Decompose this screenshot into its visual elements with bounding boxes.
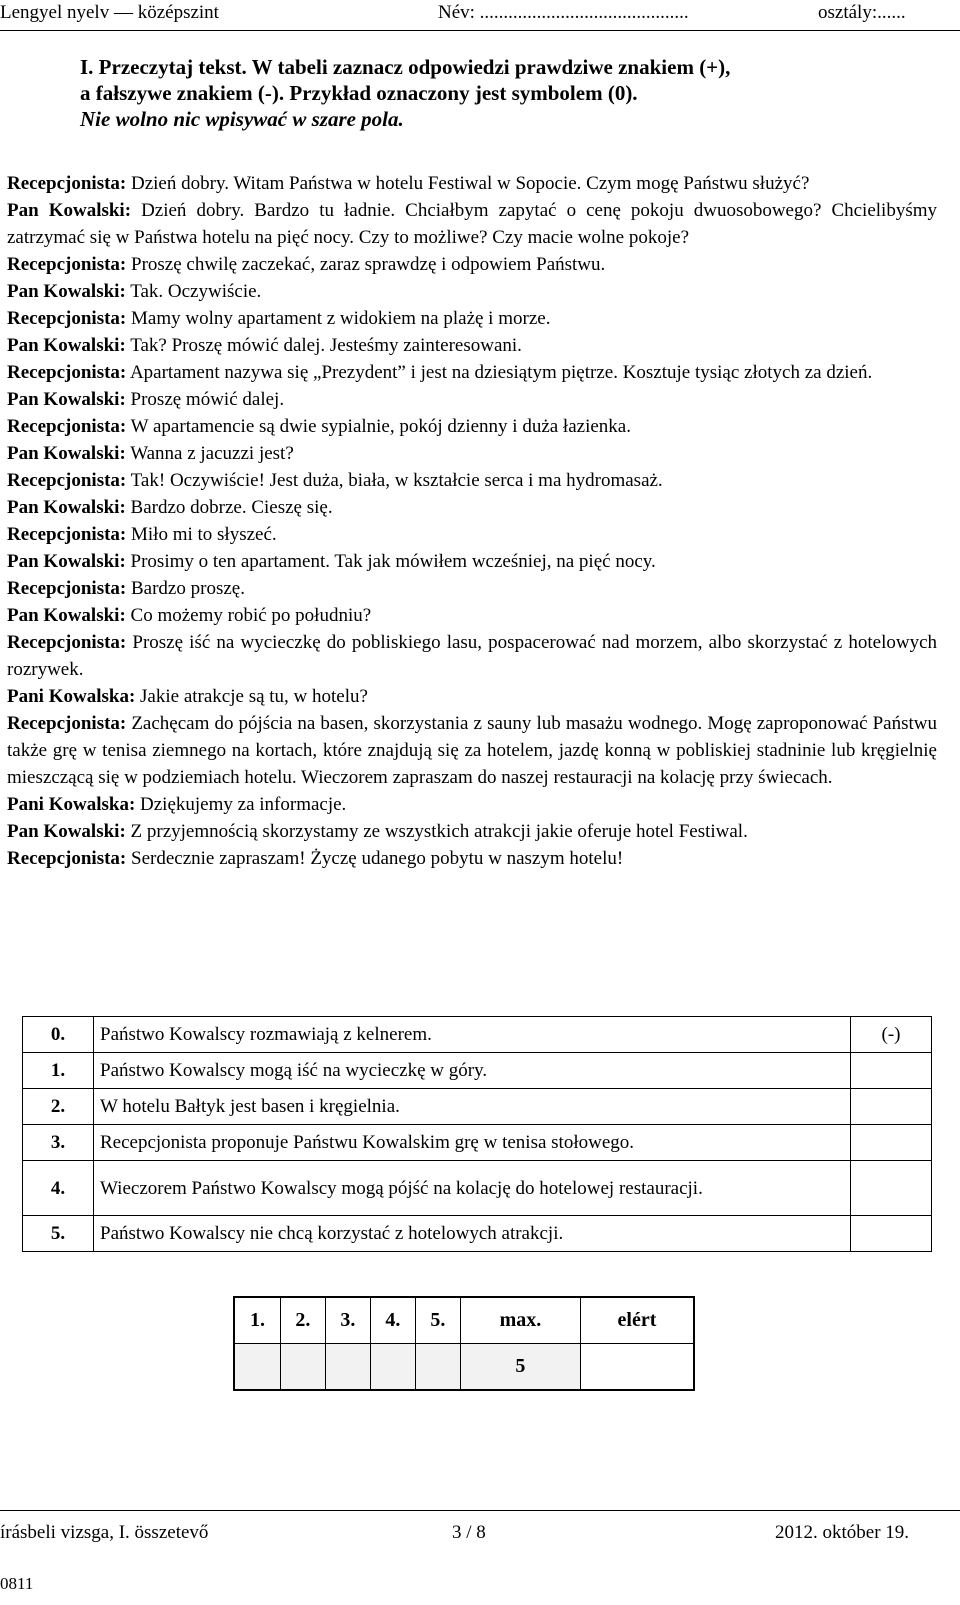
- speaker-name: Recepcjonista:: [7, 254, 127, 275]
- answer-cell: (-): [851, 1017, 932, 1053]
- dialogue-line: [7, 197, 937, 251]
- dialogue-line: [7, 359, 937, 386]
- dialogue-text: [7, 170, 937, 872]
- statement-number: 2.: [23, 1089, 94, 1125]
- statement-text: Państwo Kowalscy mogą iść na wycieczkę w góry.: [94, 1053, 851, 1089]
- speaker-name: Recepcjonista:: [7, 416, 127, 437]
- score-cell-3: [325, 1344, 370, 1391]
- dialogue-line: [7, 440, 937, 467]
- speaker-name: Pan Kowalski:: [7, 281, 126, 302]
- utterance-text: Tak? Proszę mówić dalej. Jesteśmy zainteresowani.: [125, 335, 522, 356]
- utterance-text: Co możemy robić po południu?: [125, 605, 372, 626]
- score-header-4: 4.: [370, 1297, 415, 1344]
- statement-number: 3.: [23, 1125, 94, 1161]
- score-max-value: 5: [460, 1344, 580, 1391]
- statement-row: [23, 1161, 932, 1216]
- header-divider: [0, 30, 960, 31]
- speaker-name: Recepcjonista:: [7, 470, 127, 491]
- page-header: [0, 0, 960, 30]
- utterance-text: Miło mi to słyszeć.: [126, 524, 277, 545]
- speaker-name: Recepcjonista:: [7, 524, 127, 545]
- answer-cell[interactable]: [851, 1089, 932, 1125]
- footer-exam-part: írásbeli vizsga, I. összetevő: [0, 1522, 209, 1543]
- footer-page-number: 3 / 8: [452, 1522, 486, 1543]
- utterance-text: Bardzo proszę.: [126, 578, 245, 599]
- dialogue-line: [7, 602, 937, 629]
- instruction-line-1: I. Przeczytaj tekst. W tabeli zaznacz odpowiedzi prawdziwe znakiem (+),: [80, 55, 731, 79]
- speaker-name: Recepcjonista:: [7, 848, 127, 869]
- dialogue-line: [7, 548, 937, 575]
- utterance-text: Wanna z jacuzzi jest?: [125, 443, 294, 464]
- dialogue-line: [7, 467, 937, 494]
- dialogue-line: [7, 791, 937, 818]
- speaker-name: Recepcjonista:: [7, 713, 127, 734]
- statement-text: Państwo Kowalscy nie chcą korzystać z hotelowych atrakcji.: [94, 1216, 851, 1252]
- speaker-name: Recepcjonista:: [7, 362, 127, 383]
- header-subject: Lengyel nyelv — középszint: [0, 2, 219, 23]
- instruction-line-3: Nie wolno nic wpisywać w szare pola.: [80, 107, 404, 131]
- statement-text: Recepcjonista proponuje Państwu Kowalskim grę w tenisa stołowego.: [94, 1125, 851, 1161]
- dialogue-line: [7, 521, 937, 548]
- utterance-text: Z przyjemnością skorzystamy ze wszystkich atrakcji jakie oferuje hotel Festiwal.: [125, 821, 748, 842]
- dialogue-line: [7, 683, 937, 710]
- speaker-name: Pan Kowalski:: [7, 497, 126, 518]
- speaker-name: Recepcjonista:: [7, 632, 127, 653]
- dialogue-line: [7, 710, 937, 791]
- dialogue-line: [7, 251, 937, 278]
- dialogue-line: [7, 305, 937, 332]
- task-instruction: [80, 54, 940, 132]
- utterance-text: Zachęcam do pójścia na basen, skorzystania z sauny lub masażu wodnego. Mogę zaproponować Państwu także grę w tenisa ziemnego na kortach, które znajdują się za hotelem, jazdę konną w pobliskiej stadninie lub kręgielnię mieszczącą się w podziemiach hotelu. Wieczorem zapraszam do naszej restauracji na kolację przy świecach.: [7, 713, 937, 788]
- utterance-text: Tak. Oczywiście.: [125, 281, 262, 302]
- utterance-text: Jakie atrakcje są tu, w hotelu?: [135, 686, 368, 707]
- utterance-text: Tak! Oczywiście! Jest duża, biała, w kształcie serca i ma hydromasaż.: [126, 470, 663, 491]
- score-cell-4: [370, 1344, 415, 1391]
- speaker-name: Recepcjonista:: [7, 308, 127, 329]
- statement-row: [23, 1017, 932, 1053]
- utterance-text: Dziękujemy za informacje.: [135, 794, 347, 815]
- utterance-text: Dzień dobry. Bardzo tu ładnie. Chciałbym zapytać o cenę pokoju dwuosobowego? Chcielibyśmy zatrzymać się w Państwa hotelu na pięć nocy. Czy to możliwe? Czy macie wolne pokoje?: [7, 200, 937, 248]
- utterance-text: Prosimy o ten apartament. Tak jak mówiłem wcześniej, na pięć nocy.: [125, 551, 656, 572]
- dialogue-line: [7, 170, 937, 197]
- speaker-name: Pan Kowalski:: [7, 200, 132, 221]
- score-header-2: 2.: [280, 1297, 325, 1344]
- speaker-name: Pani Kowalska:: [7, 686, 136, 707]
- footer-code: 0811: [0, 1574, 34, 1593]
- utterance-text: Apartament nazywa się „Prezydent” i jest na dziesiątym piętrze. Kosztuje tysiąc złotych za dzień.: [126, 362, 873, 383]
- answer-cell[interactable]: [851, 1053, 932, 1089]
- speaker-name: Recepcjonista:: [7, 173, 127, 194]
- utterance-text: W apartamencie są dwie sypialnie, pokój dzienny i duża łazienka.: [126, 416, 631, 437]
- statement-number: 0.: [23, 1017, 94, 1053]
- dialogue-line: [7, 386, 937, 413]
- speaker-name: Pan Kowalski:: [7, 335, 126, 356]
- dialogue-line: [7, 845, 937, 872]
- instruction-line-2: a fałszywe znakiem (-). Przykład oznaczony jest symbolem (0).: [80, 81, 638, 105]
- speaker-name: Pan Kowalski:: [7, 551, 126, 572]
- statement-text: W hotelu Bałtyk jest basen i kręgielnia.: [94, 1089, 851, 1125]
- statement-number: 1.: [23, 1053, 94, 1089]
- dialogue-line: [7, 818, 937, 845]
- utterance-text: Proszę mówić dalej.: [125, 389, 285, 410]
- score-cell-1: [234, 1344, 280, 1391]
- dialogue-line: [7, 332, 937, 359]
- score-header-5: 5.: [415, 1297, 460, 1344]
- dialogue-line: [7, 494, 937, 521]
- statement-row: [23, 1216, 932, 1252]
- dialogue-line: [7, 575, 937, 602]
- dialogue-line: [7, 278, 937, 305]
- answer-cell[interactable]: [851, 1161, 932, 1216]
- answer-table: [22, 1016, 932, 1252]
- dialogue-line: [7, 413, 937, 440]
- statement-row: [23, 1053, 932, 1089]
- score-header-achieved: elért: [580, 1297, 694, 1344]
- score-table: [233, 1296, 695, 1391]
- score-header-max: max.: [460, 1297, 580, 1344]
- header-name-field: Név: ............................................: [438, 2, 689, 23]
- speaker-name: Pan Kowalski:: [7, 443, 126, 464]
- score-cell-5: [415, 1344, 460, 1391]
- statement-number: 4.: [23, 1161, 94, 1216]
- footer-divider: [0, 1510, 960, 1511]
- answer-cell[interactable]: [851, 1125, 932, 1161]
- statement-text: Państwo Kowalscy rozmawiają z kelnerem.: [94, 1017, 851, 1053]
- statement-row: [23, 1089, 932, 1125]
- header-class-field: osztály:......: [818, 2, 906, 23]
- speaker-name: Pan Kowalski:: [7, 605, 126, 626]
- utterance-text: Proszę chwilę zaczekać, zaraz sprawdzę i odpowiem Państwu.: [126, 254, 606, 275]
- statement-text: Wieczorem Państwo Kowalscy mogą pójść na kolację do hotelowej restauracji.: [94, 1161, 851, 1216]
- score-header-row: [234, 1297, 694, 1344]
- speaker-name: Pani Kowalska:: [7, 794, 136, 815]
- statement-number: 5.: [23, 1216, 94, 1252]
- speaker-name: Pan Kowalski:: [7, 389, 126, 410]
- score-header-3: 3.: [325, 1297, 370, 1344]
- score-value-row: [234, 1344, 694, 1391]
- speaker-name: Recepcjonista:: [7, 578, 127, 599]
- dialogue-line: [7, 629, 937, 683]
- utterance-text: Bardzo dobrze. Cieszę się.: [125, 497, 333, 518]
- score-achieved-cell[interactable]: [580, 1344, 694, 1391]
- score-cell-2: [280, 1344, 325, 1391]
- utterance-text: Mamy wolny apartament z widokiem na plażę i morze.: [126, 308, 551, 329]
- utterance-text: Proszę iść na wycieczkę do pobliskiego lasu, pospacerować nad morzem, albo skorzystać z hotelowych rozrywek.: [7, 632, 937, 680]
- score-header-1: 1.: [234, 1297, 280, 1344]
- utterance-text: Dzień dobry. Witam Państwa w hotelu Festiwal w Sopocie. Czym mogę Państwu służyć?: [126, 173, 810, 194]
- answer-cell[interactable]: [851, 1216, 932, 1252]
- footer-date: 2012. október 19.: [775, 1522, 910, 1543]
- utterance-text: Serdecznie zapraszam! Życzę udanego pobytu w naszym hotelu!: [126, 848, 624, 869]
- statement-row: [23, 1125, 932, 1161]
- speaker-name: Pan Kowalski:: [7, 821, 126, 842]
